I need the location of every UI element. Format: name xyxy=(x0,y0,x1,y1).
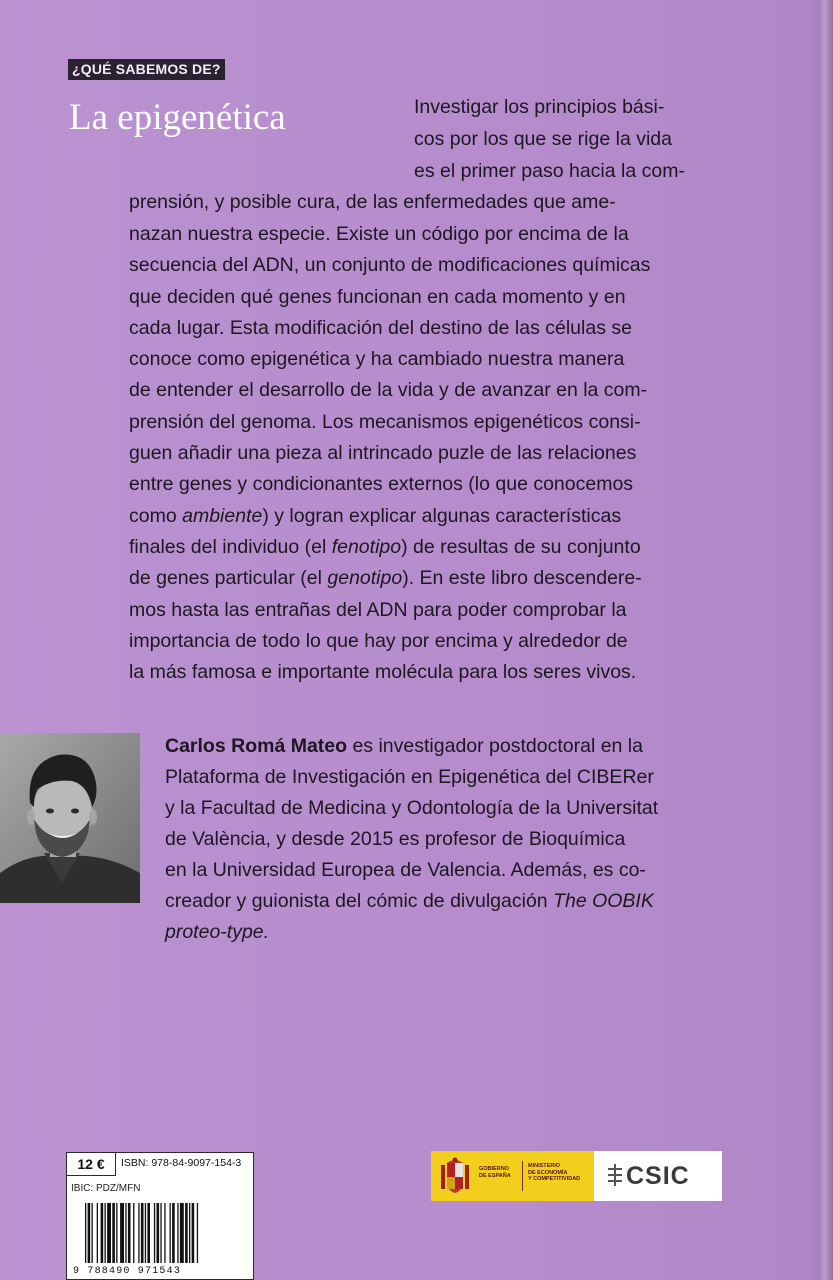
synopsis-italic: ambiente xyxy=(182,505,263,527)
barcode-bar xyxy=(192,1203,195,1263)
government-text xyxy=(479,1166,511,1179)
synopsis-line: mos hasta las entrañas del ADN para poder comprobar la xyxy=(129,599,627,621)
barcode-bar xyxy=(145,1203,146,1263)
bio-line xyxy=(165,888,654,915)
barcode-bar xyxy=(97,1203,98,1263)
barcode-bar xyxy=(160,1203,161,1263)
barcode-bar xyxy=(164,1203,165,1263)
sponsor-logos xyxy=(431,1151,722,1201)
barcode-bar xyxy=(120,1203,124,1263)
synopsis-line: la más famosa e importante molécula para los seres vivos. xyxy=(129,661,637,683)
csic-mark-icon xyxy=(606,1160,624,1192)
ministry-text xyxy=(528,1163,580,1183)
synopsis-text: como xyxy=(129,505,183,527)
synopsis-line xyxy=(129,534,641,561)
synopsis-italic: fenotipo xyxy=(331,536,402,558)
barcode-bar xyxy=(197,1203,198,1263)
bio-text: creador y guionista del cómic de divulgación xyxy=(165,890,554,912)
series-label: ¿QUÉ SABEMOS DE? xyxy=(68,59,225,80)
author-name: Carlos Romá Mateo xyxy=(165,735,348,757)
barcode-bar xyxy=(101,1203,104,1263)
barcode-bar xyxy=(185,1203,188,1263)
barcode-bar xyxy=(172,1203,175,1263)
barcode-bar xyxy=(147,1203,150,1263)
ibic-label: IBIC: PDZ/MFN xyxy=(71,1183,141,1194)
synopsis-line: conoce como epigenética y ha cambiado nuestra manera xyxy=(129,348,625,370)
cover-edge xyxy=(819,0,833,1280)
synopsis-text: ) de resultas de su conjunto xyxy=(401,536,641,558)
ministry-line: Y COMPETITIVIDAD xyxy=(528,1176,581,1182)
bio-text: es investigador postdoctoral en la xyxy=(347,735,643,757)
barcode-bar xyxy=(154,1203,155,1263)
synopsis-line: cada lugar. Esta modificación del destino de las células se xyxy=(129,317,632,339)
synopsis-line: entre genes y condicionantes externos (lo que conocemos xyxy=(129,473,634,495)
barcode-bars xyxy=(85,1203,235,1265)
csic-logo-text: CSIC xyxy=(626,1162,690,1190)
synopsis-italic: genotipo xyxy=(327,567,403,589)
coat-of-arms-icon xyxy=(439,1157,471,1195)
synopsis-text: de genes particular (el xyxy=(129,567,328,589)
gov-line: GOBIERNO xyxy=(479,1166,509,1172)
barcode-bar xyxy=(157,1203,160,1263)
synopsis-line xyxy=(129,565,642,592)
synopsis-line: Investigar los principios bási- xyxy=(414,96,665,118)
government-logo xyxy=(431,1151,594,1201)
synopsis-text: finales del individuo (el xyxy=(129,536,332,558)
synopsis-line: prensión del genoma. Los mecanismos epigenéticos consi- xyxy=(129,411,641,433)
synopsis-line xyxy=(129,503,621,530)
barcode-bar xyxy=(128,1203,131,1263)
barcode-bar xyxy=(189,1203,190,1263)
barcode-bar xyxy=(177,1203,178,1263)
synopsis-line: que deciden qué genes funcionan en cada momento y en xyxy=(129,286,626,308)
barcode-bar xyxy=(138,1203,139,1263)
barcode-bar xyxy=(85,1203,86,1263)
synopsis-line: nazan nuestra especie. Existe un código por encima de la xyxy=(129,223,629,245)
barcode-bar xyxy=(92,1203,93,1263)
comic-title-cont: proteo-type. xyxy=(165,921,270,943)
gov-line: DE ESPAÑA xyxy=(479,1172,511,1179)
bio-line: y la Facultad de Medicina y Odontología de la Universitat xyxy=(165,797,659,819)
synopsis-text: ). En este libro descendere- xyxy=(402,567,642,589)
price-label: 12 € xyxy=(67,1153,116,1176)
synopsis-line: es el primer paso hacia la com- xyxy=(414,160,685,182)
synopsis-line: importancia de todo lo que hay por encima y alrededor de xyxy=(129,630,628,652)
synopsis-line: cos por los que se rige la vida xyxy=(414,128,672,150)
barcode-bar xyxy=(88,1203,91,1263)
isbn-label: ISBN: 978-84-9097-154-3 xyxy=(121,1157,242,1169)
logo-divider xyxy=(522,1161,523,1191)
comic-title: The OOBIK xyxy=(553,890,654,912)
barcode-bar xyxy=(125,1203,126,1263)
synopsis-line: guen añadir una pieza al intrincado puzle de las relaciones xyxy=(129,442,637,464)
author-photo-drawing xyxy=(0,733,140,903)
barcode-bar xyxy=(133,1203,134,1263)
bio-line: de València, y desde 2015 es profesor de Bioquímica xyxy=(165,828,626,850)
barcode-block xyxy=(66,1152,254,1280)
barcode-bar xyxy=(112,1203,115,1263)
barcode-bar xyxy=(141,1203,144,1263)
ministry-line: DE ECONOMÍA xyxy=(528,1169,568,1176)
barcode-bar xyxy=(105,1203,106,1263)
synopsis-line: prensión, y posible cura, de las enfermedades que ame- xyxy=(129,191,616,213)
ministry-line: MINISTERIO xyxy=(528,1163,561,1169)
book-title: La epigenética xyxy=(69,97,286,138)
synopsis-text: ) y logran explicar algunas características xyxy=(262,505,622,527)
bio-line xyxy=(165,919,269,946)
synopsis-line: de entender el desarrollo de la vida y de avanzar en la com- xyxy=(129,379,648,401)
barcode-digits: 9 788490 971543 xyxy=(73,1266,182,1277)
bio-line: Plataforma de Investigación en Epigenética del CIBERer xyxy=(165,766,654,788)
author-photo xyxy=(0,733,140,903)
synopsis-line: secuencia del ADN, un conjunto de modificaciones químicas xyxy=(129,254,651,276)
barcode-bar xyxy=(107,1203,111,1263)
bio-line xyxy=(165,733,643,760)
barcode-bar xyxy=(180,1203,184,1263)
barcode-bar xyxy=(116,1203,117,1263)
bio-line: en la Universidad Europea de Valencia. Además, es co- xyxy=(165,859,646,881)
barcode-bar xyxy=(170,1203,171,1263)
